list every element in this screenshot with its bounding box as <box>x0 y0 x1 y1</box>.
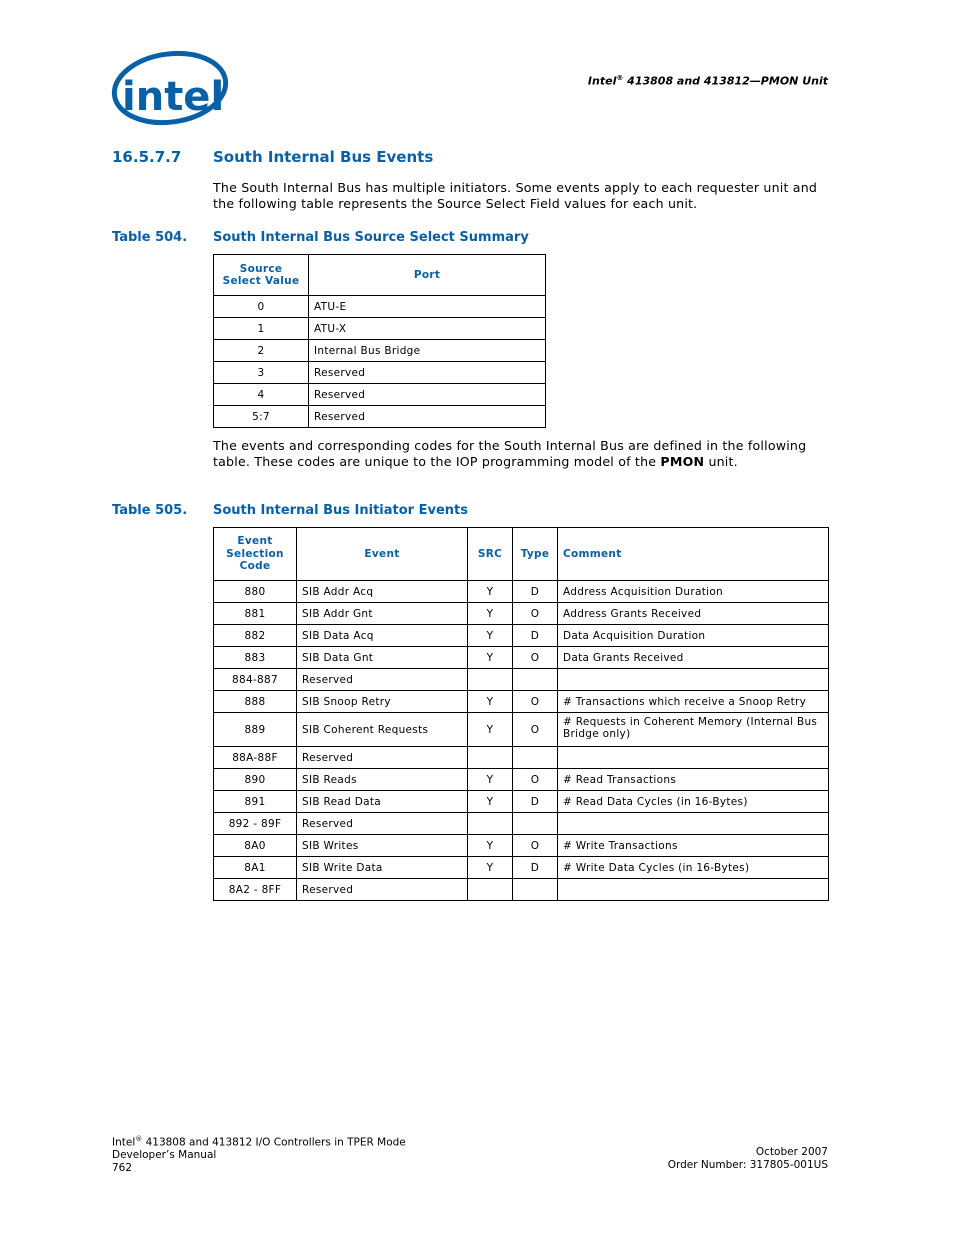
src-flag: Y <box>468 835 513 857</box>
event-code: 888 <box>214 691 297 713</box>
event-code: 8A0 <box>214 835 297 857</box>
type-flag: O <box>513 691 558 713</box>
event-name: SIB Reads <box>297 769 468 791</box>
column-header: SRC <box>468 528 513 581</box>
event-code: 892 - 89F <box>214 813 297 835</box>
table-row <box>214 406 546 428</box>
event-name: Reserved <box>297 747 468 769</box>
type-flag: O <box>513 835 558 857</box>
table-row <box>214 691 829 713</box>
comment: Data Acquisition Duration <box>558 625 829 647</box>
event-code: 890 <box>214 769 297 791</box>
event-name: SIB Coherent Requests <box>297 713 468 747</box>
event-name: SIB Data Acq <box>297 625 468 647</box>
src-flag: Y <box>468 647 513 669</box>
event-name: SIB Writes <box>297 835 468 857</box>
footer-left <box>112 1133 406 1174</box>
logo-text: intel <box>122 74 225 120</box>
column-header: Source Select Value <box>214 255 309 296</box>
intro-paragraph: The South Internal Bus has multiple initiators. Some events apply to each requester unit and the following table represents the Source Select Field values for each unit. <box>213 180 818 211</box>
section-heading <box>112 148 433 166</box>
event-code: 889 <box>214 713 297 747</box>
column-header: Event Selection Code <box>214 528 297 581</box>
event-code: 884-887 <box>214 669 297 691</box>
src-flag: Y <box>468 581 513 603</box>
src-flag: Y <box>468 713 513 747</box>
comment: Data Grants Received <box>558 647 829 669</box>
comment <box>558 669 829 691</box>
comment: # Transactions which receive a Snoop Retry <box>558 691 829 713</box>
table-row <box>214 835 829 857</box>
comment: # Write Transactions <box>558 835 829 857</box>
type-flag <box>513 879 558 901</box>
type-flag: O <box>513 769 558 791</box>
type-flag: O <box>513 603 558 625</box>
table-row <box>214 879 829 901</box>
table-header-row <box>214 528 829 581</box>
event-code: 8A1 <box>214 857 297 879</box>
table-row <box>214 625 829 647</box>
footer-order-number: Order Number: 317805-001US <box>667 1158 828 1171</box>
type-flag: D <box>513 625 558 647</box>
type-flag: D <box>513 581 558 603</box>
comment: Address Grants Received <box>558 603 829 625</box>
table-504-caption: Table 504. South Internal Bus Source Select Summary <box>112 230 529 245</box>
port-name: Reserved <box>309 362 546 384</box>
table-row <box>214 713 829 747</box>
comment: # Read Transactions <box>558 769 829 791</box>
src-flag <box>468 879 513 901</box>
event-code: 88A-88F <box>214 747 297 769</box>
port-name: Reserved <box>309 406 546 428</box>
source-select-table <box>213 254 546 428</box>
page-number: 762 <box>112 1161 133 1174</box>
column-header: Event <box>297 528 468 581</box>
type-flag: O <box>513 713 558 747</box>
comment <box>558 813 829 835</box>
event-name: SIB Addr Acq <box>297 581 468 603</box>
source-select-value: 4 <box>214 384 309 406</box>
source-select-value: 1 <box>214 318 309 340</box>
events-paragraph: The events and corresponding codes for the South Internal Bus are defined in the following table. These codes are unique to the IOP programming model of the PMON unit. <box>213 438 807 469</box>
footer-doc-title: Intel® 413808 and 413812 I/O Controllers in TPER Mode <box>112 1135 406 1149</box>
intel-logo <box>108 48 228 132</box>
footer-date: October 2007 <box>755 1146 828 1158</box>
type-flag <box>513 669 558 691</box>
port-name: ATU-E <box>309 296 546 318</box>
table-row <box>214 318 546 340</box>
type-flag: D <box>513 791 558 813</box>
table-row <box>214 581 829 603</box>
table-row <box>214 813 829 835</box>
column-header: Type <box>513 528 558 581</box>
source-select-value: 3 <box>214 362 309 384</box>
event-name: Reserved <box>297 879 468 901</box>
port-name: Reserved <box>309 384 546 406</box>
event-name: SIB Write Data <box>297 857 468 879</box>
src-flag: Y <box>468 603 513 625</box>
table-row <box>214 769 829 791</box>
src-flag: Y <box>468 625 513 647</box>
section-number: 16.5.7.7 <box>112 148 182 166</box>
event-name: SIB Addr Gnt <box>297 603 468 625</box>
event-name: SIB Data Gnt <box>297 647 468 669</box>
src-flag: Y <box>468 857 513 879</box>
type-flag: O <box>513 647 558 669</box>
event-code: 883 <box>214 647 297 669</box>
port-name: Internal Bus Bridge <box>309 340 546 362</box>
table-row <box>214 857 829 879</box>
event-name: Reserved <box>297 669 468 691</box>
event-name: SIB Snoop Retry <box>297 691 468 713</box>
table-row <box>214 296 546 318</box>
table-row <box>214 603 829 625</box>
event-name: Reserved <box>297 813 468 835</box>
running-head: Intel® 413808 and 413812—PMON Unit <box>587 74 828 88</box>
comment <box>558 879 829 901</box>
table-row <box>214 669 829 691</box>
event-code: 8A2 - 8FF <box>214 879 297 901</box>
footer-right <box>668 1146 828 1171</box>
event-name: SIB Read Data <box>297 791 468 813</box>
source-select-value: 5:7 <box>214 406 309 428</box>
section-title: South Internal Bus Events <box>213 148 434 166</box>
event-code: 891 <box>214 791 297 813</box>
column-header: Comment <box>558 528 829 581</box>
table-row <box>214 647 829 669</box>
event-code: 880 <box>214 581 297 603</box>
event-code: 882 <box>214 625 297 647</box>
source-select-value: 2 <box>214 340 309 362</box>
table-row <box>214 384 546 406</box>
comment: # Read Data Cycles (in 16-Bytes) <box>558 791 829 813</box>
source-select-value: 0 <box>214 296 309 318</box>
footer-manual: Developer’s Manual <box>112 1149 217 1161</box>
port-name: ATU-X <box>309 318 546 340</box>
src-flag <box>468 813 513 835</box>
table-505-caption: Table 505. South Internal Bus Initiator Events <box>112 503 468 518</box>
table-row <box>214 791 829 813</box>
src-flag <box>468 669 513 691</box>
type-flag <box>513 747 558 769</box>
table-row <box>214 747 829 769</box>
table-row <box>214 340 546 362</box>
table-header-row <box>214 255 546 296</box>
src-flag: Y <box>468 791 513 813</box>
comment: # Write Data Cycles (in 16-Bytes) <box>558 857 829 879</box>
initiator-events-table <box>213 527 829 901</box>
comment: Address Acquisition Duration <box>558 581 829 603</box>
src-flag: Y <box>468 691 513 713</box>
src-flag <box>468 747 513 769</box>
table-row <box>214 362 546 384</box>
comment: # Requests in Coherent Memory (Internal Bus Bridge only) <box>558 713 829 747</box>
event-code: 881 <box>214 603 297 625</box>
src-flag: Y <box>468 769 513 791</box>
column-header: Port <box>309 255 546 296</box>
type-flag: D <box>513 857 558 879</box>
comment <box>558 747 829 769</box>
type-flag <box>513 813 558 835</box>
